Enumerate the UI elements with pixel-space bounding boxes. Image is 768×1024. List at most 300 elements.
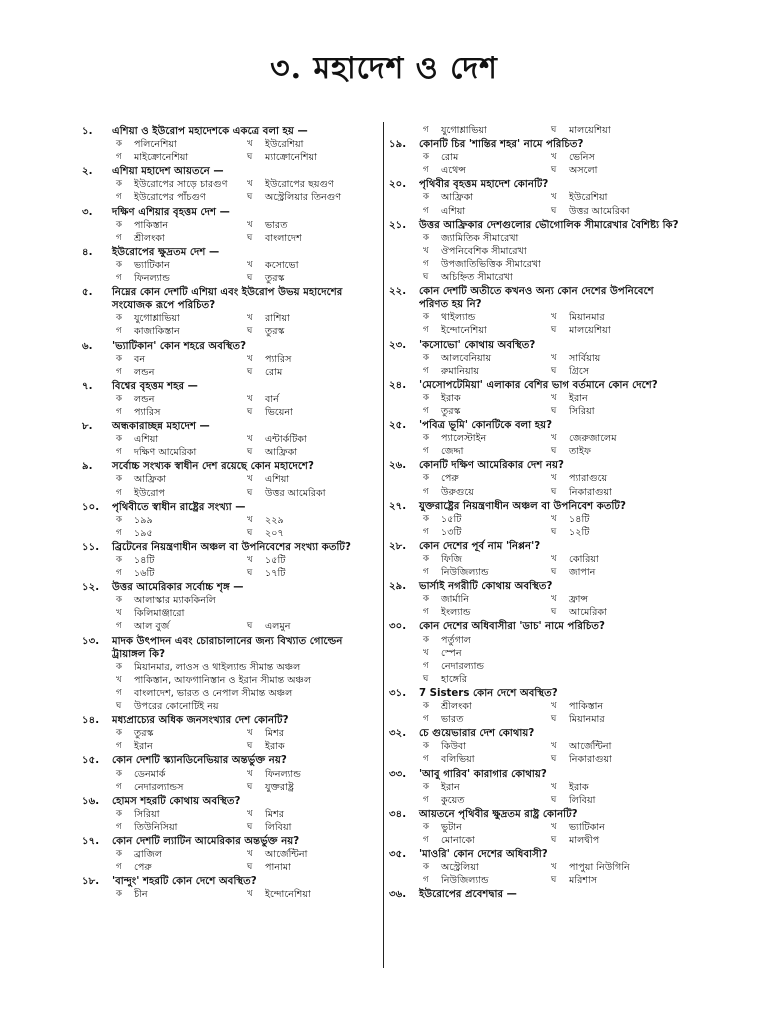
option-letter: গ xyxy=(423,486,429,497)
option-letter: খ xyxy=(551,821,557,832)
option xyxy=(423,513,551,526)
question-row xyxy=(389,727,679,740)
option-letter: গ xyxy=(423,754,429,765)
option-letter: ঘ xyxy=(247,862,253,873)
option-row xyxy=(82,594,378,607)
option-text: ভেনিস xyxy=(569,152,595,164)
question-number: ১৭. xyxy=(82,835,100,847)
option-text: উপজাতিভিত্তিক সীমারেখা xyxy=(441,258,541,270)
option-row xyxy=(82,178,378,191)
option-row xyxy=(389,405,679,418)
option-row xyxy=(389,124,679,137)
question-item xyxy=(389,339,679,378)
option-letter: খ xyxy=(551,862,557,873)
option-row xyxy=(82,353,378,366)
option-row xyxy=(82,219,378,232)
option-text: পেরু xyxy=(441,473,459,485)
option-letter: ঘ xyxy=(247,821,253,832)
option-letter: খ xyxy=(551,312,557,323)
option-letter: খ xyxy=(423,647,429,658)
option xyxy=(116,674,378,687)
option-letter: ঘ xyxy=(247,568,253,579)
question-text: 'মেসোপটেমিয়া' এলাকার বেশির ভাগ বর্তমানে কোন দেশে? xyxy=(419,379,658,391)
option-letter: ক xyxy=(116,179,122,190)
option-text: ইরান xyxy=(134,741,153,753)
question-item xyxy=(389,124,679,137)
question-text: কোনটি চির 'শান্তির শহর' নামে পরিচিত? xyxy=(419,139,584,151)
question-number: ৩২. xyxy=(389,728,407,740)
option-text: বলিভিয়া xyxy=(441,754,475,766)
question-text: 'মাওরি' কোন দেশের অধিবাসী? xyxy=(419,849,548,861)
option-text: আলবেনিয়ায় xyxy=(441,352,492,364)
option xyxy=(551,432,679,445)
option-text: ১৪টি xyxy=(134,555,155,566)
question-row xyxy=(389,419,679,432)
option xyxy=(116,861,247,874)
option-text: আফ্রিকা xyxy=(441,192,474,204)
option-text: রোম xyxy=(441,152,459,164)
question-item xyxy=(389,379,679,418)
option xyxy=(247,821,378,834)
option-row xyxy=(389,700,679,713)
option-letter: গ xyxy=(116,527,122,538)
option-row xyxy=(82,848,378,861)
question-row xyxy=(82,581,378,594)
question-number: ১৬. xyxy=(82,795,100,807)
option-letter: ঘ xyxy=(551,405,557,416)
option-letter: ক xyxy=(116,808,122,819)
option xyxy=(551,486,679,499)
option xyxy=(116,554,247,567)
option-row xyxy=(82,781,378,794)
option-letter: খ xyxy=(247,808,253,819)
option-letter: ঘ xyxy=(247,621,253,632)
option xyxy=(551,352,679,365)
option-letter: ঘ xyxy=(551,365,557,376)
option xyxy=(247,446,378,459)
option-letter: গ xyxy=(116,687,122,698)
option-text: কিউবা xyxy=(441,741,467,753)
column-divider xyxy=(383,122,384,968)
option xyxy=(116,138,247,151)
question-text: মধ্যপ্রাচ্যের অধিক জনসংখ্যার দেশ কোনটি? xyxy=(112,715,289,727)
option xyxy=(423,673,679,686)
option-text: নেদারল্যান্ড xyxy=(441,660,485,672)
question-number: ১৯. xyxy=(389,139,407,151)
left-column xyxy=(82,124,378,901)
option-row xyxy=(389,647,679,660)
option-row xyxy=(389,258,679,271)
option-text: নেদারল্যান্ডস xyxy=(134,781,184,793)
question-number: ৩৬. xyxy=(389,889,407,901)
option-letter: ক xyxy=(116,313,122,324)
option-row xyxy=(82,433,378,446)
option-letter: ঘ xyxy=(551,325,557,336)
option-text: ইরাক xyxy=(569,781,589,793)
question-item xyxy=(389,219,679,284)
page-title: ৩. মহাদেশ ও দেশ xyxy=(270,51,498,86)
option-text: যুগোশ্লাভিয়া xyxy=(441,125,487,136)
option-row xyxy=(389,205,679,218)
option xyxy=(551,861,679,874)
option-text: মোনাকো xyxy=(441,834,475,846)
option-text: গ্রিসে xyxy=(569,365,590,377)
question-number: ১৮. xyxy=(82,876,100,888)
question-number: ৩. xyxy=(82,206,93,218)
option xyxy=(423,271,679,284)
option xyxy=(423,151,551,164)
option xyxy=(423,526,551,539)
option-text: ২০৭ xyxy=(265,527,284,539)
option-letter: খ xyxy=(116,608,122,619)
question-number: ২৬. xyxy=(389,460,407,472)
option-text: প্যারিস xyxy=(265,353,292,365)
option-text: তিউনিসিয়া xyxy=(134,821,178,833)
question-text: 'কসোভো' কোথায় অবস্থিত? xyxy=(419,339,536,351)
question-row xyxy=(82,835,378,848)
option-text: নিকারাগুয়া xyxy=(569,486,612,498)
option-text: আর্জেন্টিনা xyxy=(569,741,612,753)
option-text: ভারত xyxy=(441,714,464,726)
option-letter: ঘ xyxy=(551,567,557,578)
question-row xyxy=(82,165,378,178)
option-letter: গ xyxy=(423,660,429,671)
option-letter: ক xyxy=(116,849,122,860)
question-number: ১৪. xyxy=(82,715,100,727)
option-letter: গ xyxy=(423,526,429,537)
option-letter: গ xyxy=(423,165,429,176)
option-text: আফ্রিকা xyxy=(265,447,298,459)
option-text: ইরাক xyxy=(441,392,461,404)
question-number: ২৯. xyxy=(389,581,407,593)
option-letter: ঘ xyxy=(551,754,557,765)
option-text: মিয়ানমার xyxy=(569,312,605,324)
question-item xyxy=(82,460,378,499)
question-number: ৬. xyxy=(82,340,93,352)
option-row xyxy=(389,713,679,726)
option-text: মরিশাস xyxy=(569,875,598,887)
option xyxy=(116,527,247,540)
option-text: পলিনেশিয়া xyxy=(134,139,177,151)
option xyxy=(551,445,679,458)
option-letter: খ xyxy=(247,139,253,150)
option-text: ইউরেশিয়া xyxy=(569,192,608,204)
option-letter: ঘ xyxy=(116,701,122,712)
option xyxy=(247,232,378,245)
question-text: কোন দেশটি স্ক্যানডিনেভিয়ার অন্তর্ভুক্ত নয়? xyxy=(112,755,287,767)
option xyxy=(551,205,679,218)
option-letter: খ xyxy=(247,555,253,565)
option xyxy=(423,324,551,337)
option-row xyxy=(82,473,378,486)
option-row xyxy=(389,232,679,245)
option-row xyxy=(389,794,679,807)
option-text: ইরাক xyxy=(265,741,285,753)
option-letter: ক xyxy=(423,513,429,524)
option-text: চীন xyxy=(134,889,148,901)
question-number: ৪. xyxy=(82,246,93,258)
option-row xyxy=(389,311,679,324)
question-row xyxy=(82,125,378,138)
option-text: পেরু xyxy=(134,862,152,874)
option-letter: ঘ xyxy=(247,447,253,458)
option-text: কুয়েত xyxy=(441,794,465,806)
option xyxy=(116,312,247,325)
option-text: ইংল্যান্ড xyxy=(441,607,471,619)
option-letter: ঘ xyxy=(551,125,557,135)
option-letter: খ xyxy=(116,674,122,685)
option-row xyxy=(389,553,679,566)
question-text: ব্রিটেনের নিয়ন্ত্রণাধীন অঞ্চল বা উপনিবেশের সংখ্যা কতটি? xyxy=(112,541,351,553)
option-letter: ঘ xyxy=(551,205,557,216)
option xyxy=(247,848,378,861)
option-text: মিশর xyxy=(265,808,285,820)
option-text: ম্যাক্রোনেশিয়া xyxy=(265,152,317,164)
option-letter: গ xyxy=(116,781,122,792)
question-text: ইউরোপের ক্ষুদ্রতম দেশ — xyxy=(112,246,220,258)
option-text: ডেনমার্ক xyxy=(134,768,166,780)
option xyxy=(116,514,247,527)
option-row xyxy=(389,673,679,686)
question-text: উত্তর আফ্রিকার দেশগুলোর ভৌগোলিক সীমারেখার বৈশিষ্ট্য কি? xyxy=(419,219,679,231)
option-text: পাকিস্তান xyxy=(569,701,604,713)
option-text: সিরিয়া xyxy=(569,405,595,417)
option xyxy=(551,740,679,753)
option-text: প্যারাগুয়ে xyxy=(569,473,608,485)
option xyxy=(423,352,551,365)
option-letter: গ xyxy=(423,834,429,845)
question-number: ২১. xyxy=(389,219,407,231)
option xyxy=(116,594,378,607)
question-number: ১১. xyxy=(82,541,100,553)
question-row xyxy=(389,219,679,232)
option-letter: গ xyxy=(116,366,122,377)
question-number: ৩৩. xyxy=(389,768,407,780)
question-item xyxy=(389,540,679,579)
option-row xyxy=(82,366,378,379)
option-letter: ক xyxy=(116,353,122,364)
option-row xyxy=(389,151,679,164)
option-text: জাপান xyxy=(569,567,596,579)
option xyxy=(116,393,247,406)
option-letter: গ xyxy=(116,192,122,203)
question-number: ২৮. xyxy=(389,540,407,552)
question-number: ২৪. xyxy=(389,379,407,391)
option xyxy=(247,514,378,527)
question-row xyxy=(389,459,679,472)
option-text: তাইফ xyxy=(569,446,591,458)
question-item xyxy=(389,727,679,766)
option-text: পাকিস্তান xyxy=(134,219,169,231)
option-text: মিশর xyxy=(265,728,285,740)
option xyxy=(423,232,679,245)
option-text: স্পেন xyxy=(441,647,462,659)
option-letter: ঘ xyxy=(247,232,253,243)
question-number: ৫. xyxy=(82,287,93,299)
option-row xyxy=(82,191,378,204)
option-text: শ্রীলংকা xyxy=(134,232,165,244)
option-text: মিয়ানমার xyxy=(569,714,605,726)
option-letter: ক xyxy=(116,139,122,150)
question-number: ১২. xyxy=(82,582,100,594)
question-number: ২২. xyxy=(389,286,407,298)
option xyxy=(116,219,247,232)
option-text: তুরস্ক xyxy=(265,273,285,285)
question-text: সর্বোচ্চ সংখ্যক স্বাধীন দেশ রয়েছে কোন মহাদেশে? xyxy=(112,461,314,473)
question-row xyxy=(389,620,679,633)
option xyxy=(247,393,378,406)
question-item xyxy=(82,380,378,419)
question-item xyxy=(82,165,378,204)
option-letter: ঘ xyxy=(551,794,557,805)
option-text: থাইল্যান্ড xyxy=(441,312,476,324)
question-number: ১. xyxy=(82,126,93,137)
option xyxy=(551,365,679,378)
option-text: জেরুজালেম xyxy=(569,433,617,445)
option-letter: গ xyxy=(116,326,122,337)
option-text: কসোভো xyxy=(265,259,299,271)
question-row xyxy=(82,420,378,433)
question-item xyxy=(389,848,679,887)
option-text: সিরিয়া xyxy=(134,808,160,820)
option xyxy=(423,432,551,445)
option-letter: গ xyxy=(116,621,122,632)
option xyxy=(247,353,378,366)
option-text: ১৭টি xyxy=(265,568,286,580)
option-letter: ক xyxy=(116,514,122,525)
option-letter: খ xyxy=(551,594,557,605)
question-item xyxy=(389,808,679,847)
question-number: ২৩. xyxy=(389,339,407,351)
option-letter: খ xyxy=(247,768,253,779)
option-text: অস্ট্রেলিয়া xyxy=(441,862,479,874)
question-item xyxy=(389,687,679,726)
option-row xyxy=(82,446,378,459)
option xyxy=(551,392,679,405)
option xyxy=(423,553,551,566)
option-letter: ক xyxy=(423,781,429,792)
option xyxy=(423,794,551,807)
option xyxy=(551,713,679,726)
option-text: লন্ডন xyxy=(134,393,155,405)
option-letter: খ xyxy=(247,219,253,230)
option xyxy=(551,311,679,324)
option-row xyxy=(389,271,679,284)
option xyxy=(551,874,679,887)
question-row xyxy=(82,795,378,808)
option-letter: গ xyxy=(116,821,122,832)
option-text: কোরিয়া xyxy=(569,554,599,565)
option xyxy=(247,768,378,781)
option-row xyxy=(389,486,679,499)
option xyxy=(551,191,679,204)
option-text: এশিয়া xyxy=(134,434,159,446)
option-letter: ঘ xyxy=(247,781,253,792)
option-row xyxy=(389,526,679,539)
question-row xyxy=(82,541,378,554)
option-text: দক্ষিণ আমেরিকা xyxy=(134,447,197,459)
option-letter: ঘ xyxy=(247,366,253,377)
question-text: নিম্নের কোন দেশটি এশিয়া এবং ইউরোপ উভয় মহাদেশের সংযোজক রূপে পরিচিত? xyxy=(112,287,343,312)
option-letter: ঘ xyxy=(551,526,557,537)
option-text: ইরান xyxy=(441,781,460,793)
option xyxy=(423,740,551,753)
option-letter: খ xyxy=(551,352,557,363)
option-letter: গ xyxy=(423,567,429,578)
option-text: আর্জেন্টিনা xyxy=(265,849,308,861)
option-letter: ক xyxy=(116,434,122,445)
option xyxy=(247,888,378,901)
option xyxy=(551,593,679,606)
question-text: কোন দেশের পূর্ব নাম 'নিপ্পন'? xyxy=(419,540,541,552)
option-text: আফ্রিকা xyxy=(134,474,167,486)
option xyxy=(423,311,551,324)
option xyxy=(116,325,247,338)
option xyxy=(116,259,247,272)
option xyxy=(423,753,551,766)
option-letter: ঘ xyxy=(551,165,557,176)
option-letter: গ xyxy=(423,607,429,618)
option-text: কিলিমাঞ্জারো xyxy=(134,608,185,620)
option xyxy=(116,620,247,633)
question-row xyxy=(389,379,679,392)
option-letter: ক xyxy=(423,312,429,323)
option-text: লিবিয়া xyxy=(265,821,292,833)
option-text: ১৪টি xyxy=(569,513,590,525)
option-letter: ক xyxy=(423,192,429,203)
question-row xyxy=(82,206,378,219)
question-item xyxy=(389,285,679,337)
question-text: দক্ষিণ এশিয়ার বৃহত্তম দেশ — xyxy=(112,206,230,218)
option-text: পাকিস্তান, আফগানিস্তান ও ইরান সীমান্ত অঞ্চল xyxy=(134,674,312,686)
option-text: ফিনল্যান্ড xyxy=(134,273,170,285)
option-letter: ঘ xyxy=(247,487,253,498)
option-text: ১৫টি xyxy=(441,513,462,525)
option-letter: গ xyxy=(423,365,429,376)
question-text: কোন দেশটি ল্যাটিন আমেরিকার অন্তর্ভুক্ত নয়? xyxy=(112,835,300,847)
option xyxy=(247,433,378,446)
option-row xyxy=(82,487,378,500)
option-text: মিয়ানমার, লাওস ও থাইল্যান্ড সীমান্ত অঞ্চল xyxy=(134,661,301,673)
option xyxy=(551,566,679,579)
option-letter: খ xyxy=(247,474,253,485)
question-number: ৮. xyxy=(82,421,93,433)
option-text: ২২৯ xyxy=(265,514,284,526)
option-row xyxy=(389,365,679,378)
question-item xyxy=(82,875,378,901)
option xyxy=(423,205,551,218)
option-row xyxy=(389,660,679,673)
option-text: নিউজিল্যান্ড xyxy=(441,875,489,887)
question-item xyxy=(82,835,378,874)
option-row xyxy=(82,567,378,580)
option-letter: খ xyxy=(551,392,557,403)
option-text: ১৩টি xyxy=(441,526,462,538)
option-letter: ঘ xyxy=(423,673,429,684)
question-text: হোমস শহরটি কোথায় অবস্থিত? xyxy=(112,795,241,807)
option-letter: গ xyxy=(116,232,122,243)
question-row xyxy=(389,500,679,513)
option-row xyxy=(82,325,378,338)
option-text: প্যালেস্টাইন xyxy=(441,433,487,445)
question-item xyxy=(389,138,679,177)
option-row xyxy=(389,566,679,579)
option-letter: খ xyxy=(247,514,253,525)
option-row xyxy=(389,593,679,606)
option xyxy=(423,258,679,271)
option-letter: খ xyxy=(247,313,253,324)
option-letter: ক xyxy=(116,219,122,230)
